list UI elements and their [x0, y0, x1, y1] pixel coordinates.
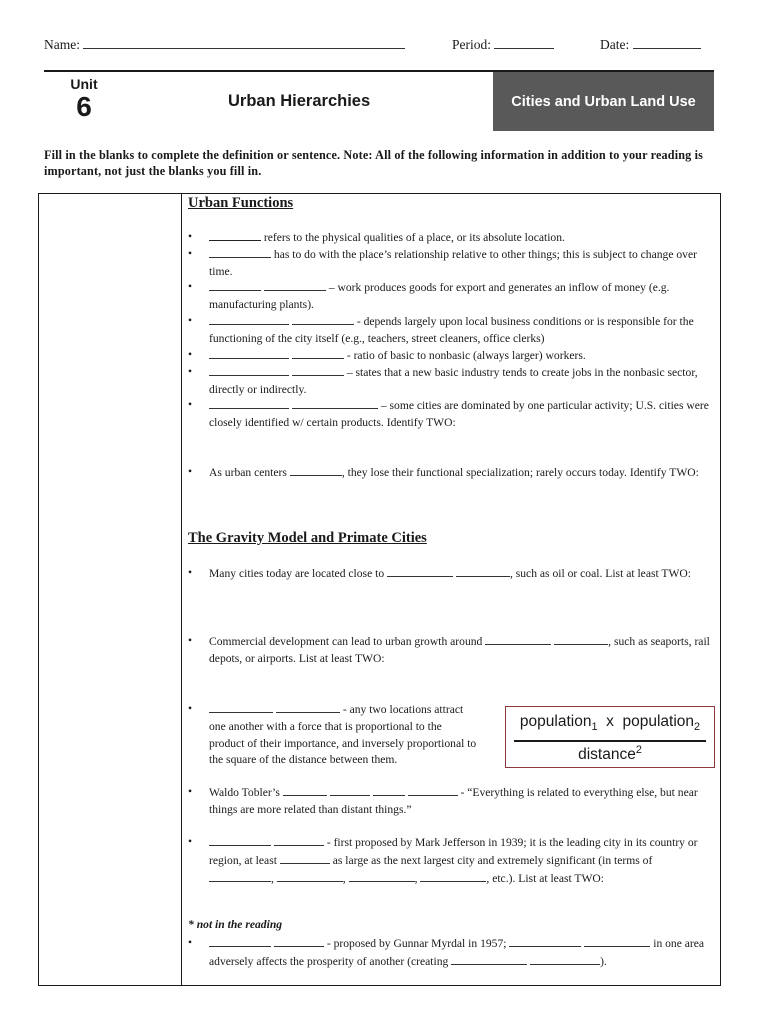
blank[interactable] [290, 464, 342, 476]
formula-denominator: distance$^2$ [578, 744, 642, 764]
bullet: • [188, 835, 193, 848]
name-line [44, 36, 405, 53]
bullet: • [188, 314, 193, 327]
section-heading-gravity-model: The Gravity Model and Primate Cities [188, 530, 427, 546]
bullet: • [188, 348, 193, 361]
item-text: - first proposed by Mark Jefferson in 1939; it is the leading city in its country or region, at least [209, 836, 698, 867]
blank[interactable] [283, 784, 327, 796]
period-blank[interactable] [494, 36, 554, 49]
bullet: • [188, 634, 193, 647]
gravity-formula [505, 706, 715, 768]
blank[interactable] [485, 633, 551, 645]
date-label: Date: [600, 37, 630, 52]
blank[interactable] [209, 246, 271, 258]
item-text: , such as seaports, rail depots, or airports. List at least TWO: [209, 635, 710, 665]
bullet: • [188, 230, 193, 243]
unit-label: Unit [70, 76, 98, 92]
blank[interactable] [330, 784, 370, 796]
item-text: refers to the physical qualities of a place, or its absolute location. [263, 231, 565, 244]
item-text: – states that a new basic industry tends to create jobs in the nonbasic sector, directly or indirectly. [209, 366, 698, 396]
item-text: , etc.). List at least TWO: [486, 871, 605, 885]
item-text: – work produces goods for export and generates an inflow of money (e.g. manufacturing plants). [209, 281, 670, 311]
not-in-reading-note: * not in the reading [188, 918, 283, 931]
item-text: Many cities today are located close to [209, 567, 385, 580]
formula-fraction-bar [514, 740, 706, 742]
blank[interactable] [277, 870, 343, 882]
date-line [600, 36, 701, 53]
blank[interactable] [209, 364, 289, 376]
period-label: Period: [452, 37, 491, 52]
blank[interactable] [209, 229, 261, 241]
blank[interactable] [530, 953, 600, 965]
bullet: • [188, 566, 193, 579]
bullet: • [188, 465, 193, 478]
item-text: - “Everything is related to everything else, but near things are more related than distant things.” [209, 786, 698, 816]
blank[interactable] [451, 953, 527, 965]
blank[interactable] [274, 935, 324, 947]
item-text: has to do with the place’s relationship relative to other things; this is subject to change over time. [209, 248, 697, 278]
blank[interactable] [584, 935, 650, 947]
name-label: Name: [44, 37, 80, 52]
unit-box [64, 76, 104, 122]
blank[interactable] [420, 870, 486, 882]
blank[interactable] [387, 565, 453, 577]
bullet: • [188, 702, 193, 715]
blank[interactable] [349, 870, 415, 882]
blank[interactable] [209, 870, 271, 882]
bullet: • [188, 936, 193, 949]
item-text: Commercial development can lead to urban growth around [209, 635, 483, 648]
blank[interactable] [292, 313, 354, 325]
item-text: – some cities are dominated by one particular activity; U.S. cities were closely identified w/ certain products. Identify TWO: [209, 399, 709, 429]
name-blank[interactable] [83, 36, 405, 49]
bullet: • [188, 365, 193, 378]
item-text: , they lose their functional specialization; rarely occurs today. Identify TWO: [341, 466, 699, 479]
blank[interactable] [408, 784, 458, 796]
blank[interactable] [509, 935, 581, 947]
column-divider [181, 193, 182, 986]
item-text: , such as oil or coal. List at least TWO: [509, 567, 692, 580]
blank[interactable] [209, 279, 261, 291]
blank[interactable] [554, 633, 608, 645]
item-text: ). [600, 954, 607, 968]
bullet: • [188, 280, 193, 293]
instructions: Fill in the blanks to complete the definition or sentence. Note: All of the following information in addition to your reading is important, not just the blanks you fill in. [44, 148, 704, 178]
item-text: - any two locations attract one another with a force that is proportional to the product of their importance, and inversely proportional to the square of the distance between them. [209, 703, 477, 767]
unit-topic: Cities and Urban Land Use [493, 72, 714, 131]
section-heading-urban-functions: Urban Functions [188, 195, 294, 211]
blank[interactable] [209, 701, 273, 713]
unit-banner [44, 70, 714, 131]
blank[interactable] [373, 784, 405, 796]
blank[interactable] [456, 565, 510, 577]
item-text: - proposed by Gunnar Myrdal in 1957; [326, 937, 507, 950]
blank[interactable] [274, 834, 324, 846]
item-text: - depends largely upon local business conditions or is responsible for the functioning of the city itself (e.g., teachers, street cleaners, office clerks) [209, 315, 694, 345]
item-text: as large as the next largest city and extremely significant (in terms of [332, 853, 653, 867]
unit-title: Urban Hierarchies [228, 92, 371, 110]
item-text: Waldo Tobler’s [209, 786, 280, 799]
formula-numerator: population$_1$ x population$_2$ [519, 713, 701, 734]
item-text: - ratio of basic to nonbasic (always larger) workers. [346, 349, 586, 362]
bullet: • [188, 398, 193, 411]
blank[interactable] [276, 701, 340, 713]
bullet: • [188, 247, 193, 260]
unit-number: 6 [76, 91, 92, 122]
blank[interactable] [292, 397, 378, 409]
blank[interactable] [209, 397, 289, 409]
item-text: As urban centers [209, 466, 287, 479]
blank[interactable] [209, 935, 271, 947]
bullet: • [188, 785, 193, 798]
blank[interactable] [264, 279, 326, 291]
blank[interactable] [292, 364, 344, 376]
period-line [452, 36, 554, 53]
blank[interactable] [209, 834, 271, 846]
item-text: in one area adversely affects the prosperity of another (creating [209, 937, 705, 968]
date-blank[interactable] [633, 36, 701, 49]
blank[interactable] [209, 313, 289, 325]
blank[interactable] [209, 347, 289, 359]
blank[interactable] [280, 852, 330, 864]
blank[interactable] [292, 347, 344, 359]
